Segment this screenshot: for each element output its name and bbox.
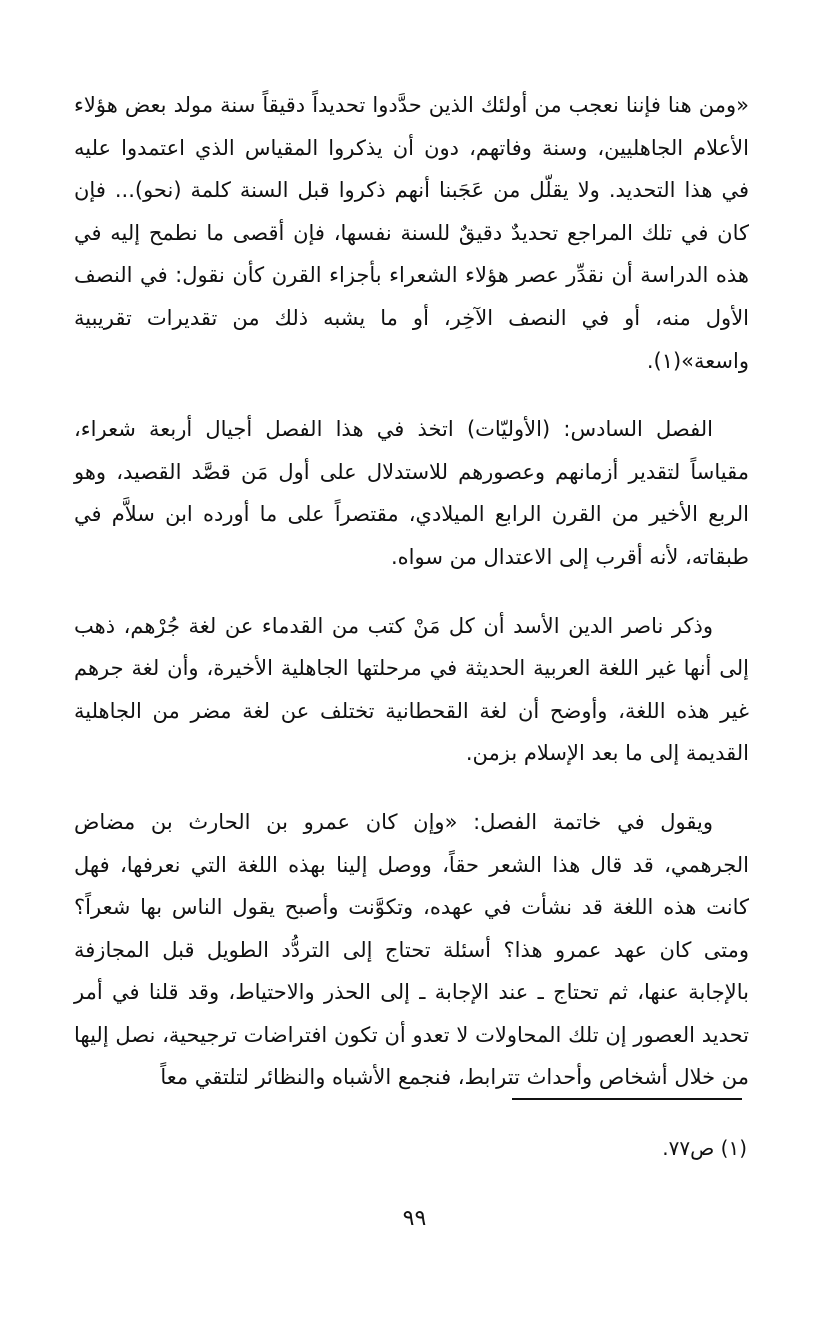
footnote: (١) ص٧٧. <box>662 1136 747 1160</box>
paragraph-quote-dating: «ومن هنا فإننا نعجب من أولئك الذين حدَّدوا تحديداً دقيقاً سنة مولد بعض هؤلاء الأعلام الجاهليين، وسنة وفاتهم، دون أن يذكروا المقياس الذي اعتمدوا عليه في هذا التحديد. ولا يقلّل من عَجَبنا أنهم ذكروا قبل السنة كلمة (نحو)... فإن كان في تلك المراجع تحديدٌ دقيقٌ للسنة نفسها، فإن أقصى ما نطمح إليه في هذه الدراسة أن نقدِّر عصر هؤلاء الشعراء بأجزاء القرن كأن نقول: في النصف الأول منه، أو في النصف الآخِر، أو ما يشبه ذلك من تقديرات تقريبية واسعة»(١). <box>74 93 749 373</box>
paragraph-jurhum-language: وذكر ناصر الدين الأسد أن كل مَنْ كتب من القدماء عن لغة جُرْهم، ذهب إلى أنها غير اللغة العربية الحديثة في مرحلتها الجاهلية الأخيرة، وأن لغة جرهم غير هذه اللغة، وأوضح أن لغة القحطانية تختلف عن لغة مضر من الجاهلية القديمة إلى ما بعد الإسلام بزمن. <box>74 613 749 766</box>
paragraph-chapter-six: الفصل السادس: (الأوليّات) اتخذ في هذا الفصل أجيال أربعة شعراء، مقياساً لتقدير أزمانهم وعصورهم للاستدلال على أول مَن قصَّد القصيد، وهو الربع الأخير من القرن الرابع الميلادي، مقتصراً على ما أورده ابن سلاَّم في طبقاته، لأنه أقرب إلى الاعتدال من سواه. <box>74 417 749 569</box>
page-number: ٩٩ <box>402 1206 427 1231</box>
paragraph-chapter-conclusion: ويقول في خاتمة الفصل: «وإن كان عمرو بن الحارث بن مضاض الجرهمي، قد قال هذا الشعر حقاً، ووصل إلينا بهذه اللغة التي نعرفها، فهل كانت هذه اللغة قد نشأت في عهده، وتكوَّنت وأصبح يقول الناس بها شعراً؟ ومتى كان عهد عمرو هذا؟ أسئلة تحتاج إلى التردُّد الطويل قبل المجازفة بالإجابة عنها، ثم تحتاج ـ عند الإجابة ـ إلى الحذر والاحتياط، وقد قلنا في أمر تحديد العصور إن تلك المحاولات لا تعدو أن تكون افتراضات ترجيحية، نصل إليها من خلال أشخاص وأحداث تترابط، فنجمع الأشباه والنظائر لتلتقي معاً <box>74 809 749 1090</box>
footnote-divider <box>512 1098 742 1100</box>
body-text <box>74 84 749 1125</box>
